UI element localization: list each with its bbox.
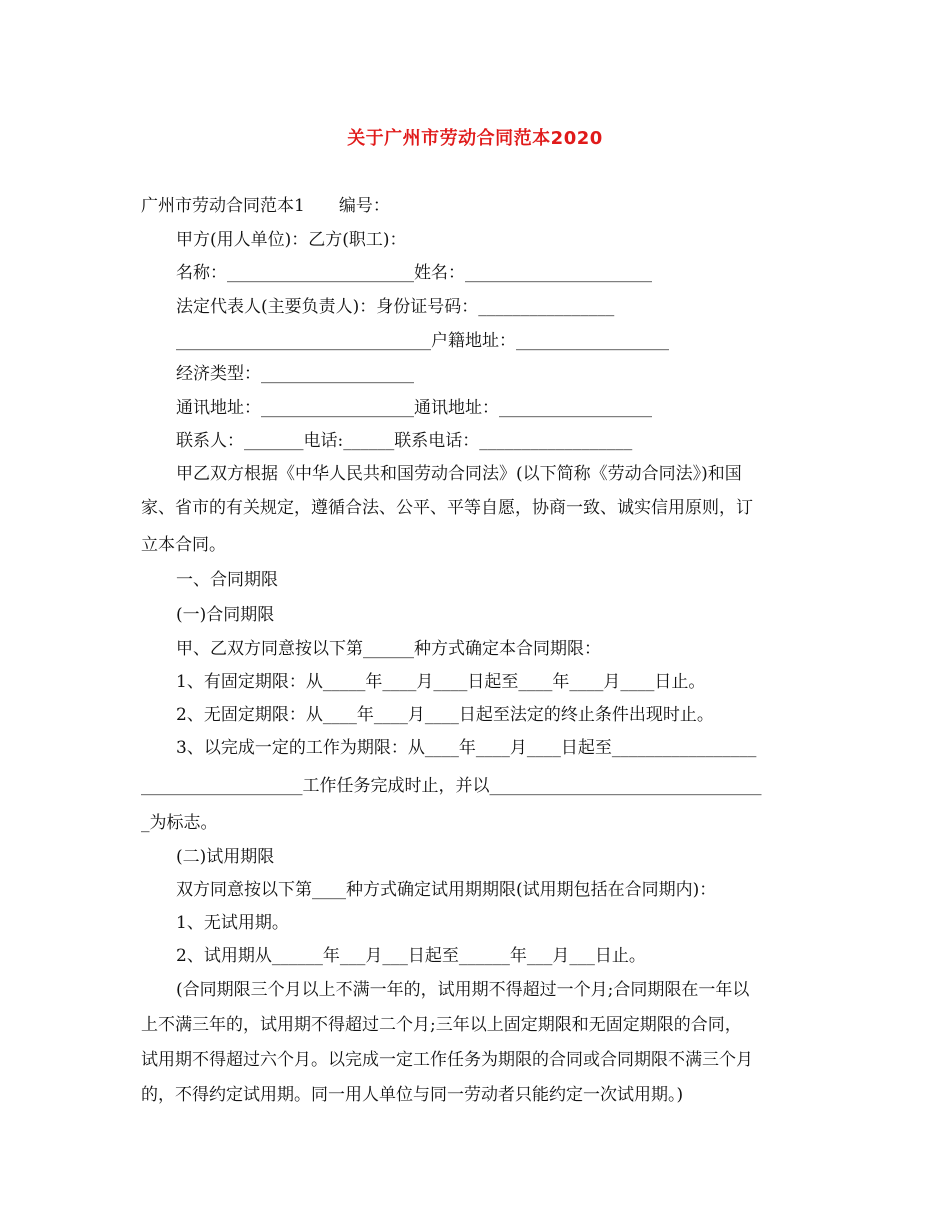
fixed-term-line: 1、有固定期限：从_____年____月____日起至____年____月____日止。: [176, 672, 706, 692]
name-field-line: 名称：______________________姓名：______________________: [176, 263, 652, 283]
document-title: 关于广州市劳动合同范本2020: [347, 128, 603, 149]
term-method-line: 甲、乙双方同意按以下第______种方式确定本合同期限：: [176, 639, 601, 659]
open-term-line: 2、无固定期限：从____年____月____日起至法定的终止条件出现时止。: [176, 705, 714, 725]
probation-note-line-4: 的，不得约定试用期。同一用人单位与同一劳动者只能约定一次试用期。): [141, 1085, 684, 1105]
mailing-address-line: 通讯地址：__________________通讯地址：__________________: [176, 398, 652, 418]
preamble-line-3: 立本合同。: [141, 535, 226, 555]
section-heading-term: 一、合同期限: [176, 570, 278, 590]
contract-number-line: 广州市劳动合同范本1 编号：: [141, 196, 390, 216]
probation-period-line: 2、试用期从______年___月___日起至______年___月___日止。: [176, 946, 646, 966]
probation-method-line: 双方同意按以下第____种方式确定试用期期限(试用期包括在合同期内)：: [176, 880, 717, 900]
preamble-line-1: 甲乙双方根据《中华人民共和国劳动合同法》(以下简称《劳动合同法》)和国: [176, 464, 742, 484]
contact-line: 联系人：_______电话:______联系电话：__________________: [176, 431, 633, 451]
task-term-line-2: ___________________工作任务完成时止，并以________________________________: [141, 776, 762, 796]
household-address-line: ______________________________户籍地址：__________________: [176, 331, 669, 351]
representative-line: 法定代表人(主要负责人)：身份证号码：________________: [176, 297, 615, 317]
subsection-heading-term: (一)合同期限: [176, 605, 275, 625]
subsection-heading-probation: (二)试用期限: [176, 847, 275, 867]
task-term-line-1: 3、以完成一定的工作为期限：从____年____月____日起至_________________: [176, 738, 757, 758]
parties-line: 甲方(用人单位)：乙方(职工)：: [176, 230, 407, 250]
probation-note-line-3: 试用期不得超过六个月。以完成一定工作任务为期限的合同或合同期限不满三个月: [141, 1050, 753, 1070]
economic-type-line: 经济类型：__________________: [176, 364, 414, 384]
no-probation-line: 1、无试用期。: [176, 913, 289, 933]
task-term-line-3: _为标志。: [141, 813, 218, 833]
probation-note-line-1: (合同期限三个月以上不满一年的，试用期不得超过一个月;合同期限在一年以: [176, 980, 750, 1000]
preamble-line-2: 家、省市的有关规定，遵循合法、公平、平等自愿，协商一致、诚实信用原则，订: [141, 498, 753, 518]
probation-note-line-2: 上不满三年的，试用期不得超过二个月;三年以上固定期限和无固定期限的合同，: [141, 1015, 742, 1035]
